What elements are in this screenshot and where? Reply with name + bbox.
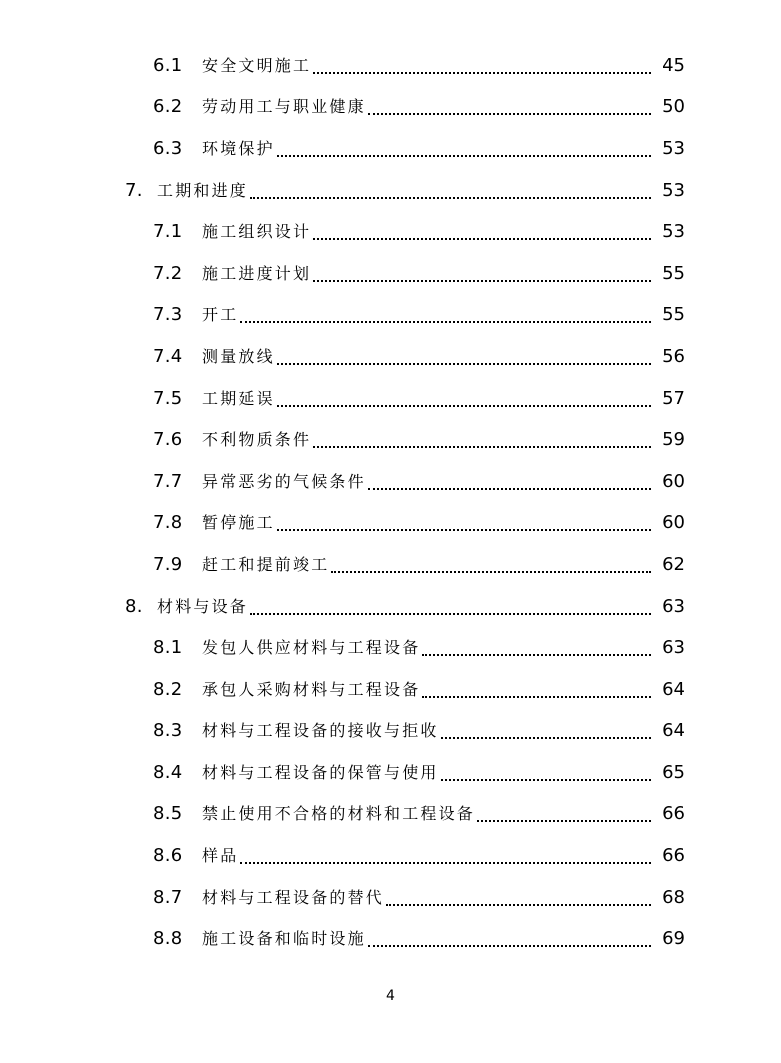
table-of-contents	[0, 45, 781, 960]
toc-entry-page: 64	[662, 678, 685, 700]
toc-section-entry[interactable]	[0, 794, 781, 836]
toc-dot-leader	[368, 113, 651, 115]
toc-section-entry[interactable]	[0, 45, 781, 87]
toc-entry-page: 63	[662, 595, 685, 617]
page-number: 4	[386, 988, 395, 1004]
toc-entry-title: 发包人供应材料与工程设备	[202, 638, 421, 658]
toc-entry-page: 60	[662, 512, 685, 534]
toc-entry-page: 55	[662, 262, 685, 284]
toc-dot-leader	[386, 904, 651, 906]
toc-entry-number: 8.4	[153, 761, 183, 783]
toc-dot-leader	[331, 571, 651, 573]
toc-entry-number: 8.6	[153, 845, 183, 867]
toc-entry-title: 工期和进度	[157, 180, 249, 200]
toc-entry-number: 7.2	[153, 262, 183, 284]
toc-entry-title: 样品	[202, 846, 239, 866]
toc-section-entry[interactable]	[0, 752, 781, 794]
toc-entry-number: 7.3	[153, 304, 183, 326]
toc-entry-title: 安全文明施工	[202, 55, 312, 75]
toc-entry-title: 开工	[202, 305, 239, 325]
toc-dot-leader	[250, 197, 651, 199]
toc-entry-number: 7.9	[153, 553, 183, 575]
toc-entry-page: 63	[662, 637, 685, 659]
toc-entry-title: 劳动用工与职业健康	[202, 97, 366, 117]
toc-entry-number: 6.1	[153, 54, 183, 76]
toc-entry-page: 53	[662, 179, 685, 201]
toc-dot-leader	[368, 945, 651, 947]
toc-entry-page: 68	[662, 886, 685, 908]
toc-entry-number: 8.3	[153, 720, 183, 742]
toc-dot-leader	[422, 696, 651, 698]
toc-entry-page: 55	[662, 304, 685, 326]
toc-dot-leader	[313, 280, 651, 282]
toc-entry-number: 7.	[125, 179, 143, 201]
toc-entry-number: 7.4	[153, 345, 183, 367]
toc-entry-title: 材料与工程设备的保管与使用	[202, 762, 439, 782]
toc-section-entry[interactable]	[0, 627, 781, 669]
toc-section-entry[interactable]	[0, 918, 781, 960]
toc-entry-title: 工期延误	[202, 388, 275, 408]
toc-entry-number: 8.5	[153, 803, 183, 825]
toc-dot-leader	[313, 238, 651, 240]
toc-entry-number: 8.	[125, 595, 143, 617]
toc-entry-number: 7.6	[153, 429, 183, 451]
toc-section-entry[interactable]	[0, 835, 781, 877]
toc-entry-page: 56	[662, 345, 685, 367]
toc-dot-leader	[277, 529, 651, 531]
toc-chapter-entry[interactable]	[0, 586, 781, 628]
toc-dot-leader	[441, 737, 651, 739]
toc-entry-number: 6.3	[153, 137, 183, 159]
toc-entry-title: 不利物质条件	[202, 430, 312, 450]
toc-section-entry[interactable]	[0, 503, 781, 545]
toc-entry-title: 材料与工程设备的替代	[202, 887, 385, 907]
toc-entry-number: 7.8	[153, 512, 183, 534]
toc-entry-page: 65	[662, 761, 685, 783]
toc-section-entry[interactable]	[0, 419, 781, 461]
toc-dot-leader	[477, 820, 651, 822]
toc-dot-leader	[422, 654, 651, 656]
toc-section-entry[interactable]	[0, 877, 781, 919]
toc-entry-page: 66	[662, 845, 685, 867]
toc-entry-title: 材料与工程设备的接收与拒收	[202, 721, 439, 741]
toc-entry-page: 66	[662, 803, 685, 825]
toc-entry-number: 6.2	[153, 96, 183, 118]
toc-dot-leader	[250, 613, 651, 615]
toc-entry-title: 测量放线	[202, 346, 275, 366]
toc-section-entry[interactable]	[0, 461, 781, 503]
toc-dot-leader	[240, 862, 651, 864]
toc-section-entry[interactable]	[0, 669, 781, 711]
toc-entry-number: 8.7	[153, 886, 183, 908]
toc-section-entry[interactable]	[0, 253, 781, 295]
toc-entry-number: 8.1	[153, 637, 183, 659]
toc-entry-title: 施工进度计划	[202, 263, 312, 283]
toc-entry-title: 承包人采购材料与工程设备	[202, 679, 421, 699]
toc-dot-leader	[240, 321, 651, 323]
toc-entry-page: 64	[662, 720, 685, 742]
toc-dot-leader	[277, 363, 651, 365]
toc-entry-title: 施工设备和临时设施	[202, 929, 366, 949]
toc-entry-page: 62	[662, 553, 685, 575]
toc-entry-number: 8.8	[153, 928, 183, 950]
toc-section-entry[interactable]	[0, 128, 781, 170]
toc-entry-page: 45	[662, 54, 685, 76]
toc-entry-number: 7.7	[153, 470, 183, 492]
toc-entry-page: 53	[662, 221, 685, 243]
toc-entry-title: 赶工和提前竣工	[202, 554, 330, 574]
toc-dot-leader	[313, 446, 651, 448]
toc-entry-number: 8.2	[153, 678, 183, 700]
toc-entry-title: 异常恶劣的气候条件	[202, 471, 366, 491]
toc-entry-title: 施工组织设计	[202, 222, 312, 242]
toc-entry-page: 60	[662, 470, 685, 492]
toc-dot-leader	[441, 779, 651, 781]
toc-entry-number: 7.5	[153, 387, 183, 409]
toc-dot-leader	[277, 155, 651, 157]
toc-dot-leader	[368, 488, 651, 490]
toc-entry-title: 环境保护	[202, 138, 275, 158]
toc-entry-page: 53	[662, 137, 685, 159]
toc-entry-page: 59	[662, 429, 685, 451]
toc-entry-page: 69	[662, 928, 685, 950]
toc-section-entry[interactable]	[0, 211, 781, 253]
toc-entry-page: 57	[662, 387, 685, 409]
toc-entry-title: 材料与设备	[157, 596, 249, 616]
toc-section-entry[interactable]	[0, 544, 781, 586]
toc-entry-page: 50	[662, 96, 685, 118]
toc-entry-title: 暂停施工	[202, 513, 275, 533]
toc-chapter-entry[interactable]	[0, 170, 781, 212]
toc-dot-leader	[313, 72, 651, 74]
toc-section-entry[interactable]	[0, 378, 781, 420]
toc-entry-title: 禁止使用不合格的材料和工程设备	[202, 804, 476, 824]
toc-entry-number: 7.1	[153, 221, 183, 243]
toc-section-entry[interactable]	[0, 336, 781, 378]
toc-section-entry[interactable]	[0, 295, 781, 337]
toc-section-entry[interactable]	[0, 711, 781, 753]
toc-section-entry[interactable]	[0, 87, 781, 129]
toc-dot-leader	[277, 405, 651, 407]
